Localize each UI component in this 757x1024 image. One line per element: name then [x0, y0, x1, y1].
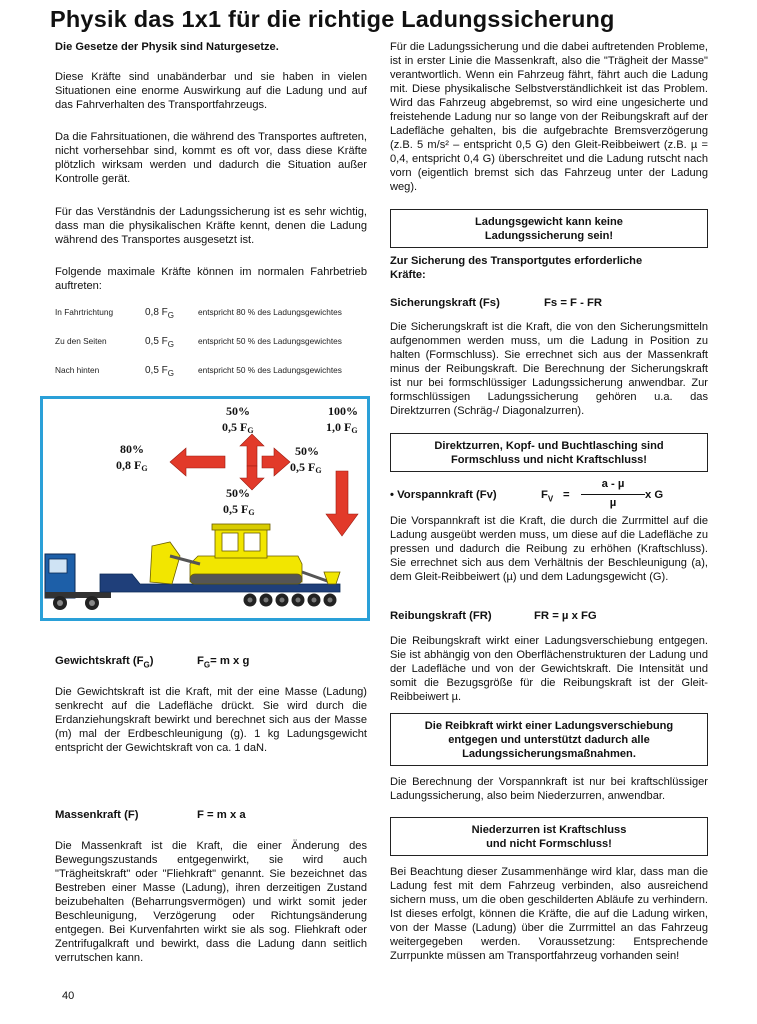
mass-text: Die Massenkraft ist die Kraft, die einer Änderung des Bewegungszustands entgegenwirkt, sie wird auch "Trägheitskraft" oder "Fliehkraft" genannt. Sie bezeichnet das Bestreben einer Masse (Ladung), ihren derzeitigen Zustand beizubehalten (Beharrungsvermögen) und wirkt somit jeder Beschleunigung, Verzögerung oder Richtungsänderung entgegen. Bei Kurvenfahrten wirkt sie als sog. Fliehkraft oder Zentrifugalkraft und bewirkt, dass die Ladung dann seitlich verrutschen kann.: [55, 840, 367, 964]
page-title: Physik das 1x1 für die richtige Ladungssicherung: [50, 6, 615, 32]
callout-box: Direktzurren, Kopf- und Buchtlasching sind Formschluss und nicht Kraftschluss!: [390, 433, 708, 472]
fr-text: Die Reibungskraft wirkt einer Ladungsverschiebung entgegen. Sie ist abhängig von den Oberflächenstrukturen der Ladung und der Ladefläche und von der Gewichtskraft. Die Intensität und somit die Bezugsgröße für die Reibungskraft ist der Gleit-Reibbeiwert µ.: [390, 635, 708, 703]
weight-formula: $F_G= m$ x g: [197, 655, 250, 670]
callout-box: Niederzurren ist Kraftschluss und nicht Formschluss!: [390, 817, 708, 856]
mass-heading: Massenkraft (F): [55, 809, 139, 821]
left-val: 0,8 FG: [116, 458, 148, 473]
page-number: 40: [62, 990, 75, 1002]
final-paragraph: Bei Beachtung dieser Zusammenhänge wird klar, dass man die Ladung fest mit dem Fahrzeug verbinden, also ausreichend sichern muss, um die oben geschilderten Abläufe zu verhindern. Ist dieses erfolgt, können die Kräfte, die auf die Ladung wirken, von der Masse (Ladung) über die Zurrmittel an das Fahrzeug weitergegeben werden. Voraussetzung: Entsprechende Zurrpunkte müssen am Transportfahrzeug vorhanden sein!: [390, 866, 708, 962]
bottom-val: 0,5 FG: [223, 502, 255, 517]
forces-intro: Folgende maximale Kräfte können im normalen Fahrbetrieb auftreten:: [55, 266, 367, 292]
fr-formula: FR = µ x FG: [534, 610, 597, 622]
mass-formula: F = m x a: [197, 809, 246, 821]
inertia-paragraph: Für die Ladungssicherung und die dabei auftretenden Probleme, ist in erster Linie die Massenkraft, also die "Trägheit der Masse" verantwortlich. Wenn ein Fahrzeug fährt, fährt auch die Ladung mit. Diese physikalische Selbstverständlichkeit ist das Problem. Wird das Fahrzeug abgebremst, so wird eine ungesicherte und freistehende Ladung nur so lange von der Reibungskraft auf der Ladefläche gehalten, bis die aufgebrachte Bremsverzögerung (z.B. 5 m/s² – entspricht 0,5 G) den Gleit-Reibbeiwert (z.B. µ = 0,4, entspricht 0,4 G) überschreitet und die Ladung rutscht nach vorn (eigentlich bremst sich das Fahrzeug unter der Ladung weg).: [390, 41, 708, 193]
top-pct: 50%: [226, 404, 250, 418]
fr-heading: Reibungskraft (FR): [390, 610, 492, 622]
force-value: 0,5 $F_G$: [145, 365, 175, 378]
force-direction: Nach hinten: [55, 365, 100, 375]
calc-paragraph: Die Berechnung der Vorspannkraft ist nur bei kraftschlüssiger Ladungssicherung, also beim Niederzurren, anwendbar.: [390, 776, 708, 802]
right-pct: 50%: [295, 444, 319, 458]
weight-heading: Gewichtskraft $(F_G)$: [55, 655, 154, 670]
force-value: 0,8 $F_G$: [145, 307, 175, 320]
bottom-pct: 50%: [226, 486, 250, 500]
understanding-paragraph: Für das Verständnis der Ladungssicherung ist es sehr wichtig, dass man die physikalischen Kräfte kennt, denen die Ladung während des Transportes ausgesetzt ist.: [55, 206, 367, 246]
force-note: entspricht 80 % des Ladungsgewichtes: [198, 307, 342, 317]
force-direction: Zu den Seiten: [55, 336, 107, 346]
sfs-heading: Sicherungskraft (Fs): [390, 297, 500, 309]
sfs-text: Die Sicherungskraft ist die Kraft, die von den Sicherungsmitteln aufgenommen werden muss, um die Ladung in Position zu halten (Formschluss). Sie errechnet sich aus der Massenkraft minus der Reibungskraft. Die Berechnung der Sicherungskraft ist nur bei formschlüssiger Ladungssicherung anwendbar. Zur formschlüssigen Ladungssicherung gehören u.a. das Direktzurren (Schräg-/ Diagonalzurren).: [390, 321, 708, 417]
laws-heading: Die Gesetze der Physik sind Naturgesetze.: [55, 41, 279, 53]
force-direction: In Fahrtrichtung: [55, 307, 114, 317]
force-note: entspricht 50 % des Ladungsgewichtes: [198, 365, 342, 375]
force-row: [55, 365, 375, 379]
force-diagram: [40, 396, 370, 621]
callout-box: Ladungsgewicht kann keine Ladungssicherung sein!: [390, 209, 708, 248]
left-pct: 80%: [120, 442, 144, 456]
fv-heading: • Vorspannkraft (Fv): [390, 489, 497, 501]
intro-paragraph: Diese Kräfte sind unabänderbar und sie haben in vielen Situationen eine enorme Auswirkung auf die Ladung und auf das Fahrverhalten des Transportfahrzeugs.: [55, 71, 367, 111]
fv-text: Die Vorspannkraft ist die Kraft, die durch die Zurrmittel auf die Ladung ausgeübt werden muss, um diese auf die Ladefläche zu pressen und dadurch die Reibung zu erhöhen (Kraftschluss). Sie errechnet sich aus dem Verhältnis der Beschleunigung (a), dem Gleit-Reibbeiwert (µ) und dem Ladungsgewicht (G).: [390, 515, 708, 583]
situation-paragraph: Da die Fahrsituationen, die während des Transportes auftreten, nicht vorhersehbar sind, kommt es oft vor, dass diese Kräfte plötzlich wirksam werden und dadurch die Situation außer Kontrolle gerät.: [55, 131, 367, 185]
secure-heading: Zur Sicherung des Transportgutes erforderliche Kräfte:: [390, 255, 643, 281]
down-pct: 100%: [328, 404, 358, 418]
down-val: 1,0 FG: [326, 420, 358, 435]
force-value: 0,5 $F_G$: [145, 336, 175, 349]
sfs-formula: Fs = F - FR: [544, 297, 603, 309]
weight-text: Die Gewichtskraft ist die Kraft, mit der eine Masse (Ladung) senkrecht auf die Ladefläche drückt. Sie wird durch die Erdanziehungskraft bewirkt und berechnet sich aus der Masse (m) mal der Erdbeschleunigung (g). 1 kg Ladungsgewicht entspricht der Gewichtskraft von ca. 1 daN.: [55, 686, 367, 754]
fv-formula: $F_V$ = a - µ µ x G: [541, 478, 664, 509]
callout-box: Die Reibkraft wirkt einer Ladungsverschiebung entgegen und unterstützt dadurch alle Ladungssicherungsmaßnahmen.: [390, 713, 708, 766]
top-val: 0,5 FG: [222, 420, 254, 435]
force-row: [55, 336, 375, 350]
force-row: [55, 307, 375, 321]
right-val: 0,5 FG: [290, 460, 322, 475]
force-note: entspricht 50 % des Ladungsgewichtes: [198, 336, 342, 346]
